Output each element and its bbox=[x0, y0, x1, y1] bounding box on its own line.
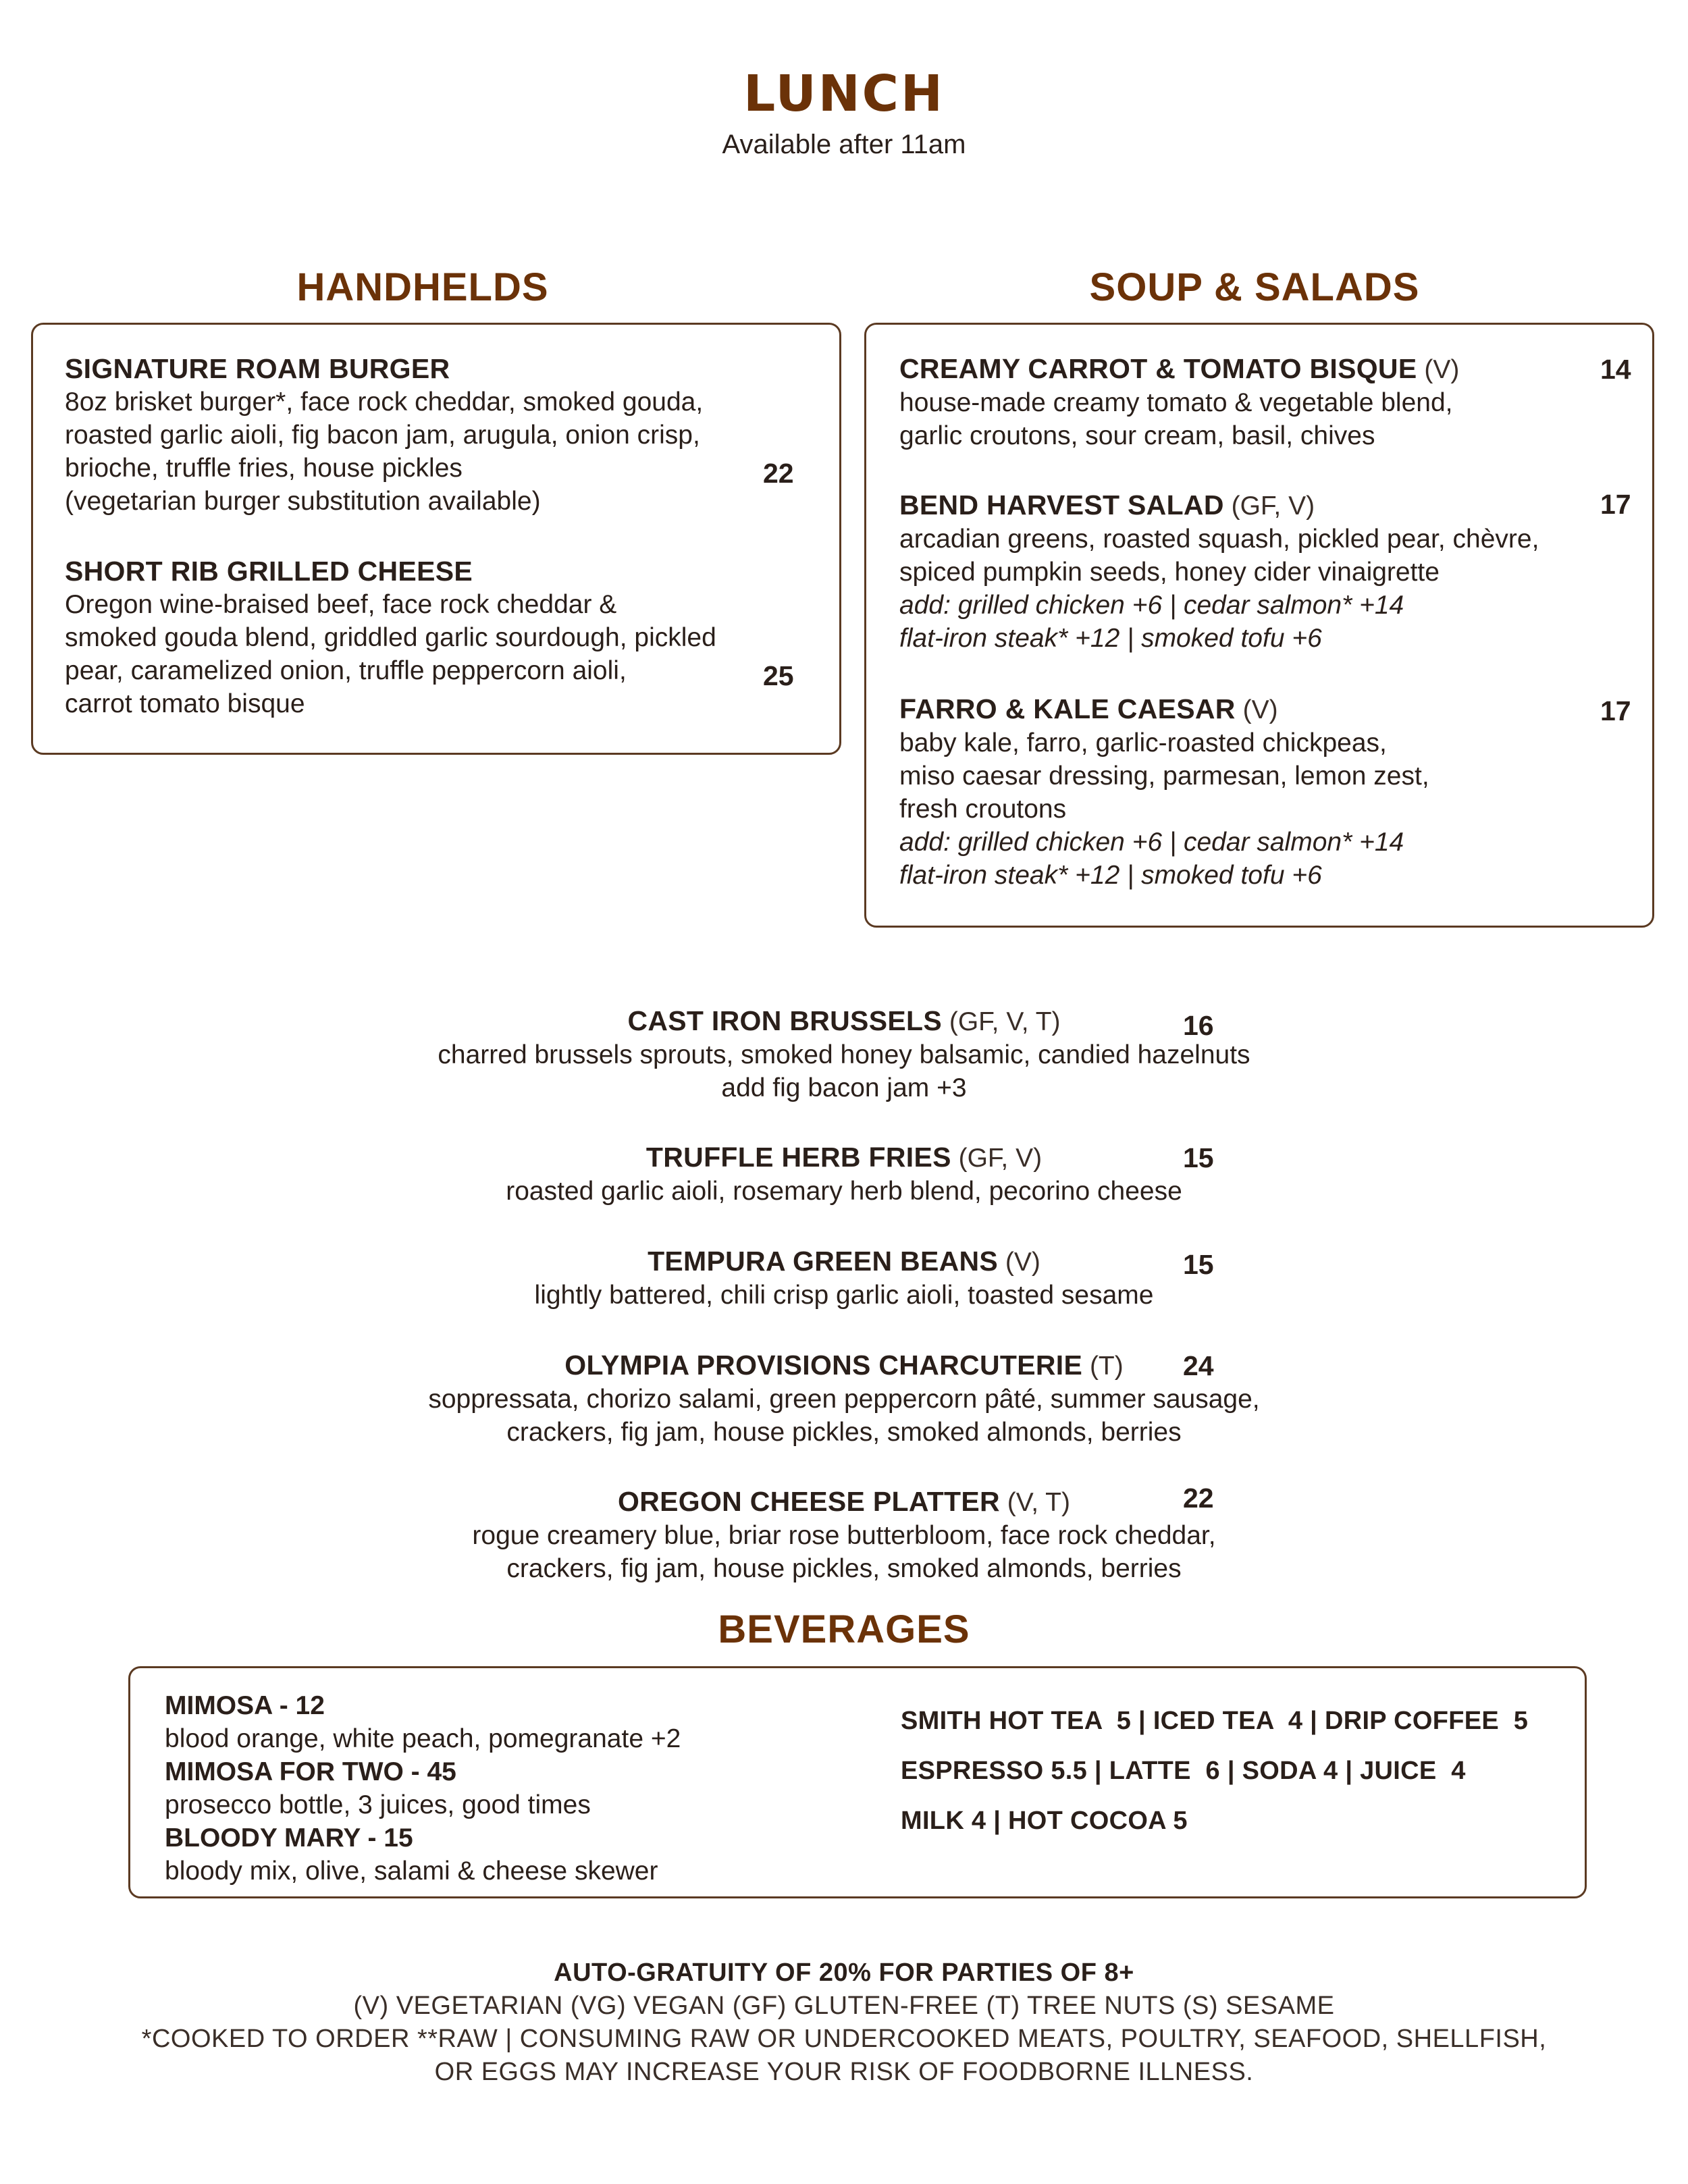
item-desc-line: smoked gouda blend, griddled garlic sourdough, pickled bbox=[65, 623, 716, 652]
item-desc-line: (vegetarian burger substitution available) bbox=[65, 487, 541, 516]
dietary-tag: (GF, V, T) bbox=[949, 1007, 1061, 1036]
beverage-desc: blood orange, white peach, pomegranate +2 bbox=[165, 1724, 681, 1753]
menu-item-farro-kale-caesar bbox=[899, 693, 1629, 892]
item-desc-line: roasted garlic aioli, rosemary herb blend, pecorino cheese bbox=[506, 1177, 1182, 1206]
item-addon-line: add: grilled chicken +6 | cedar salmon* +14 bbox=[899, 591, 1404, 620]
item-desc-line: crackers, fig jam, house pickles, smoked almonds, berries bbox=[506, 1418, 1182, 1447]
item-desc-line: carrot tomato bisque bbox=[65, 689, 305, 718]
beverages-heading: BEVERAGES bbox=[718, 1607, 970, 1651]
menu-footer bbox=[0, 1956, 1688, 2089]
item-name: CAST IRON BRUSSELS bbox=[627, 1005, 942, 1036]
dietary-legend: (V) VEGETARIAN (VG) VEGAN (GF) GLUTEN-FREE (T) TREE NUTS (S) SESAME bbox=[353, 1992, 1335, 2020]
item-price: 24 bbox=[1183, 1350, 1214, 1381]
item-desc-line: charred brussels sprouts, smoked honey balsamic, candied hazelnuts bbox=[438, 1040, 1250, 1069]
item-name: FARRO & KALE CAESAR bbox=[899, 693, 1236, 724]
item-desc-line: house-made creamy tomato & vegetable blend, bbox=[899, 388, 1453, 417]
menu-item-bend-harvest-salad bbox=[899, 489, 1629, 655]
menu-item-truffle-herb-fries bbox=[0, 1141, 1688, 1208]
item-price: 22 bbox=[1183, 1483, 1214, 1514]
item-name: TRUFFLE HERB FRIES bbox=[645, 1142, 951, 1173]
item-price: 17 bbox=[1600, 695, 1631, 726]
menu-item-carrot-tomato-bisque bbox=[899, 352, 1629, 452]
dietary-tag: (V) bbox=[1242, 695, 1278, 724]
menu-item-signature-roam-burger bbox=[65, 352, 808, 518]
dietary-tag: (GF, V) bbox=[958, 1144, 1043, 1173]
item-price: 14 bbox=[1600, 354, 1631, 385]
beverage-line: ESPRESSO 5.5 | LATTE 6 | SODA 4 | JUICE 4 bbox=[901, 1757, 1466, 1785]
menu-item-oregon-cheese-platter bbox=[0, 1485, 1688, 1585]
item-desc-line: soppressata, chorizo salami, green peppercorn pâté, summer sausage, bbox=[428, 1385, 1260, 1414]
item-price: 15 bbox=[1183, 1249, 1214, 1280]
menu-item-tempura-green-beans bbox=[0, 1245, 1688, 1312]
menu-item-short-rib-grilled-cheese bbox=[65, 555, 808, 720]
beverage-name: BLOODY MARY - 15 bbox=[165, 1823, 413, 1853]
item-name: SIGNATURE ROAM BURGER bbox=[65, 353, 450, 384]
soup-salads-heading: SOUP & SALADS bbox=[1089, 265, 1420, 309]
item-name: BEND HARVEST SALAD bbox=[899, 489, 1224, 521]
item-desc-line: arcadian greens, roasted squash, pickled pear, chèvre, bbox=[899, 525, 1539, 554]
item-desc-line: pear, caramelized onion, truffle peppercorn aioli, bbox=[65, 656, 627, 685]
menu-item-olympia-charcuterie bbox=[0, 1349, 1688, 1449]
item-desc-line: crackers, fig jam, house pickles, smoked almonds, berries bbox=[506, 1554, 1182, 1583]
item-price: 25 bbox=[763, 660, 794, 691]
food-safety-warning: OR EGGS MAY INCREASE YOUR RISK OF FOODBORNE ILLNESS. bbox=[434, 2058, 1254, 2086]
item-desc-line: lightly battered, chili crisp garlic aioli, toasted sesame bbox=[534, 1281, 1154, 1310]
item-addon-line: add: grilled chicken +6 | cedar salmon* +14 bbox=[899, 828, 1404, 857]
food-safety-warning: *COOKED TO ORDER **RAW | CONSUMING RAW OR UNDERCOOKED MEATS, POULTRY, SEAFOOD, SHELLFISH, bbox=[141, 2025, 1547, 2053]
dietary-tag: (V) bbox=[1005, 1248, 1040, 1277]
menu-title: LUNCH bbox=[743, 65, 945, 123]
item-desc-line: 8oz brisket burger*, face rock cheddar, smoked gouda, bbox=[65, 388, 704, 417]
item-name: TEMPURA GREEN BEANS bbox=[648, 1246, 999, 1277]
beverage-line: MILK 4 | HOT COCOA 5 bbox=[901, 1807, 1188, 1835]
dietary-tag: (T) bbox=[1089, 1352, 1124, 1381]
item-price: 22 bbox=[763, 458, 794, 489]
beverage-name: MIMOSA FOR TWO - 45 bbox=[165, 1757, 456, 1786]
item-desc-line: roasted garlic aioli, fig bacon jam, arugula, onion crisp, bbox=[65, 421, 700, 450]
menu-item-cast-iron-brussels bbox=[0, 1005, 1688, 1104]
beverage-desc: bloody mix, olive, salami & cheese skewer bbox=[165, 1857, 658, 1886]
dietary-tag: (GF, V) bbox=[1231, 491, 1315, 521]
item-desc-line: fresh croutons bbox=[899, 795, 1067, 824]
menu-subtitle: Available after 11am bbox=[722, 130, 966, 159]
gratuity-note: AUTO-GRATUITY OF 20% FOR PARTIES OF 8+ bbox=[554, 1959, 1134, 1987]
item-desc-line: spiced pumpkin seeds, honey cider vinaigrette bbox=[899, 558, 1440, 587]
handhelds-heading: HANDHELDS bbox=[296, 265, 549, 309]
item-price: 17 bbox=[1600, 489, 1631, 520]
beverages-left-column bbox=[165, 1689, 907, 1888]
item-desc-line: baby kale, farro, garlic-roasted chickpeas, bbox=[899, 728, 1387, 757]
item-price: 15 bbox=[1183, 1142, 1214, 1173]
item-desc-line: rogue creamery blue, briar rose butterbloom, face rock cheddar, bbox=[472, 1521, 1216, 1550]
item-price: 16 bbox=[1183, 1010, 1214, 1041]
item-desc-line: garlic croutons, sour cream, basil, chives bbox=[899, 421, 1375, 450]
item-desc-line: brioche, truffle fries, house pickles bbox=[65, 454, 463, 483]
dietary-tag: (V) bbox=[1424, 355, 1460, 384]
item-desc-line: miso caesar dressing, parmesan, lemon zest, bbox=[899, 762, 1429, 791]
item-name: OLYMPIA PROVISIONS CHARCUTERIE bbox=[564, 1350, 1083, 1381]
item-addon-line: flat-iron steak* +12 | smoked tofu +6 bbox=[899, 861, 1322, 890]
item-desc-line: Oregon wine-braised beef, face rock cheddar & bbox=[65, 590, 617, 619]
beverage-desc: prosecco bottle, 3 juices, good times bbox=[165, 1790, 591, 1819]
beverage-name: MIMOSA - 12 bbox=[165, 1691, 325, 1720]
item-desc-line: add fig bacon jam +3 bbox=[721, 1073, 967, 1102]
item-name: SHORT RIB GRILLED CHEESE bbox=[65, 556, 473, 587]
item-addon-line: flat-iron steak* +12 | smoked tofu +6 bbox=[899, 624, 1322, 653]
beverage-line: SMITH HOT TEA 5 | ICED TEA 4 | DRIP COFFEE 5 bbox=[901, 1707, 1529, 1735]
item-name: OREGON CHEESE PLATTER bbox=[618, 1486, 1000, 1517]
item-name: CREAMY CARROT & TOMATO BISQUE bbox=[899, 353, 1417, 384]
dietary-tag: (V, T) bbox=[1007, 1488, 1070, 1517]
